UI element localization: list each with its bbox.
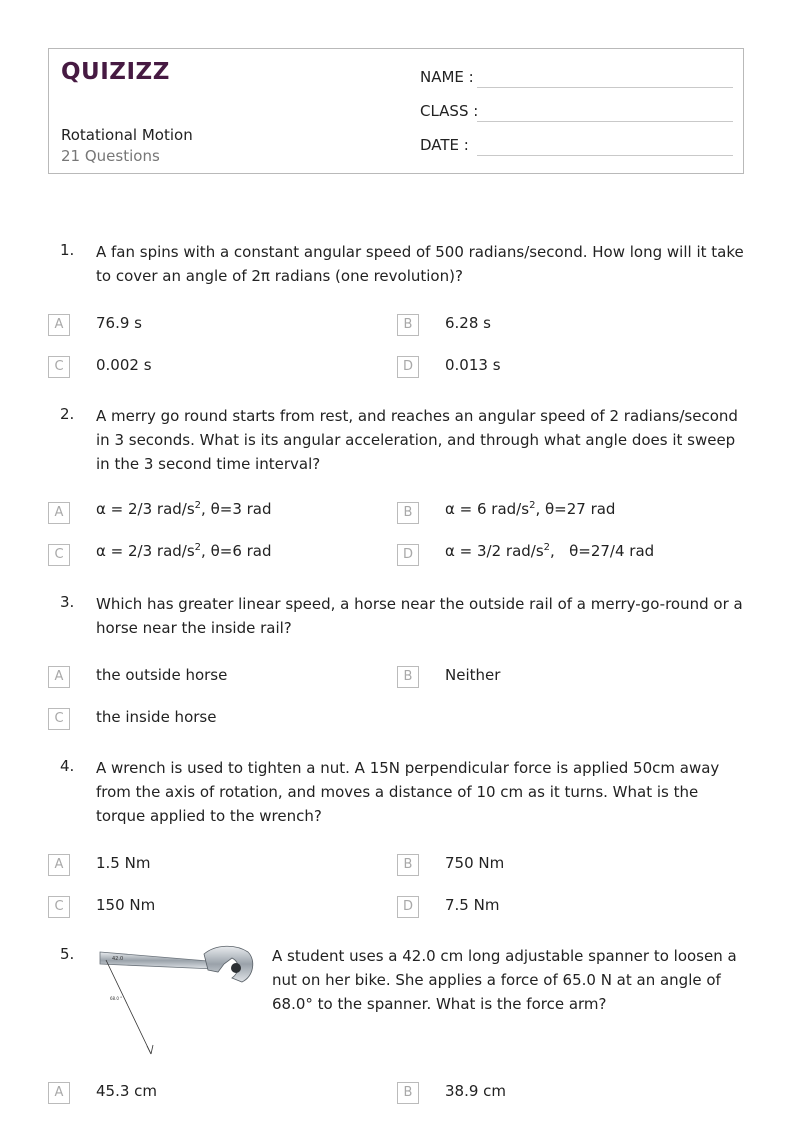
wrench-head [204,946,253,982]
option-text: 45.3 cm [96,1082,158,1100]
option-letter-b[interactable]: B [397,854,419,876]
option-letter-a[interactable]: A [48,854,70,876]
length-label: 42.0 [112,956,124,962]
option-letter-d[interactable]: D [397,896,419,918]
option-text: α = 2/3 rad/$s^2$, θ=6 rad [96,542,272,560]
name-line[interactable] [477,87,733,88]
option-text: 7.5 Nm [445,896,500,914]
force-line [106,960,151,1054]
option-letter-b[interactable]: B [397,314,419,336]
question-text: Which has greater linear speed, a horse near the outside rail of a merry-go-round or a horse near the inside rail? [96,595,743,637]
option-letter-d[interactable]: D [397,356,419,378]
option-letter-d[interactable]: D [397,544,419,566]
date-label: DATE : [420,136,469,154]
option-letter-c[interactable]: C [48,544,70,566]
nut-icon [231,963,241,973]
option-text: the inside horse [96,708,217,726]
option-text: α = 3/2 rad/$s^2$, θ=27/4 rad [445,542,655,560]
option-text: 6.28 s [445,314,491,332]
worksheet-header [48,48,744,174]
option-letter-a[interactable]: A [48,314,70,336]
option-letter-c[interactable]: C [48,356,70,378]
angle-label: 68.0 ° [110,996,123,1001]
option-text: 150 Nm [96,896,156,914]
option-text: α = 2/3 rad/$s^2$, θ=3 rad [96,500,272,518]
option-text: 0.013 s [445,356,501,374]
option-text: 1.5 Nm [96,854,151,872]
name-label: NAME : [420,68,474,86]
name-field[interactable] [420,66,733,90]
question-number: 5. [60,945,75,963]
option-letter-a[interactable]: A [48,666,70,688]
option-text: 750 Nm [445,854,505,872]
option-letter-b[interactable]: B [397,666,419,688]
option-text: the outside horse [96,666,228,684]
question-text: A student uses a 42.0 cm long adjustable spanner to loosen a nut on her bike. She applies a force of 65.0 N at an angle of 68.0° to the spanner. What is the force arm? [272,947,737,1013]
date-line[interactable] [477,155,733,156]
option-letter-b[interactable]: B [397,502,419,524]
option-text: 38.9 cm [445,1082,507,1100]
option-letter-a[interactable]: A [48,1082,70,1104]
class-line[interactable] [477,121,733,122]
question-count: 21 Questions [61,147,160,165]
option-letter-b[interactable]: B [397,1082,419,1104]
question-text: A wrench is used to tighten a nut. A 15N perpendicular force is applied 50cm away from the axis of rotation, and moves a distance of 10 cm as it turns. What is the torque applied to the wrench? [96,759,720,825]
class-field[interactable] [420,100,733,124]
question-text: A fan spins with a constant angular speed of 500 radians/second. How long will it take to cover an angle of 2π radians (one revolution)? [96,243,744,285]
question-text: A merry go round starts from rest, and reaches an angular speed of 2 radians/second in 3 seconds. What is its angular acceleration, and through what angle does it sweep in the 3 second time interval? [96,407,738,473]
question-number: 4. [60,757,75,775]
quizizz-logo: QUIZIZZ [61,59,170,85]
arrow-head [147,1046,151,1054]
option-text: 0.002 s [96,356,152,374]
option-text: 76.9 s [96,314,142,332]
option-letter-c[interactable]: C [48,708,70,730]
date-field[interactable] [420,134,733,158]
option-letter-a[interactable]: A [48,502,70,524]
question-number: 3. [60,593,75,611]
arrow-head [151,1045,153,1054]
option-text: Neither [445,666,501,684]
class-label: CLASS : [420,102,479,120]
question-number: 2. [60,405,75,423]
wrench-diagram [96,942,256,1058]
option-text: α = 6 rad/$s^2$, θ=27 rad [445,500,616,518]
worksheet-title: Rotational Motion [61,126,193,144]
option-letter-c[interactable]: C [48,896,70,918]
question-number: 1. [60,241,75,259]
